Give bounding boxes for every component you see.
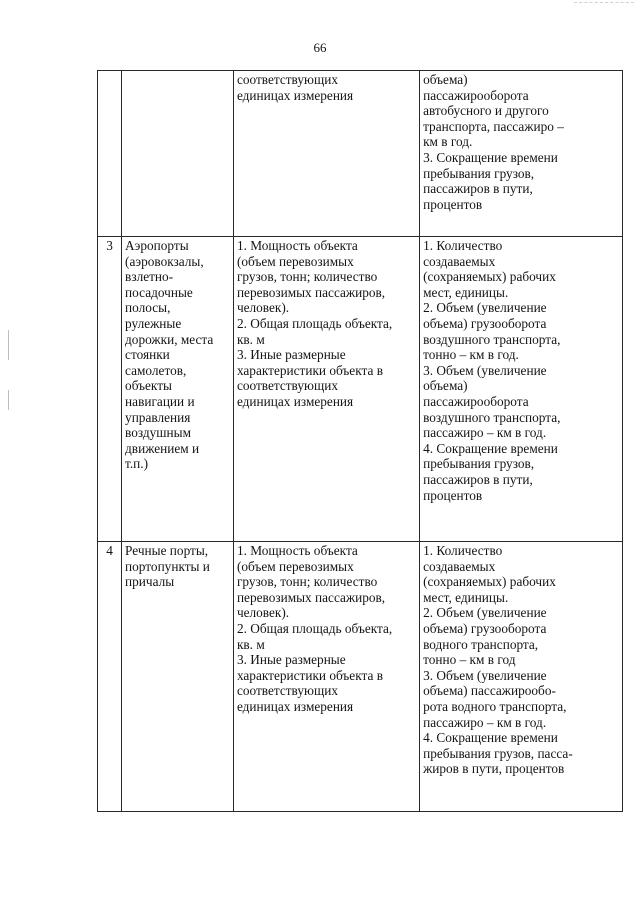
table-row — [98, 71, 623, 237]
indicators-cell — [420, 71, 623, 237]
text-line: 2. Общая площадь объекта, — [236, 315, 393, 331]
row-number-cell — [98, 237, 122, 542]
text-line: пассажиро – км в год. — [423, 425, 547, 441]
text-line: 1. Мощность объекта — [236, 238, 358, 253]
characteristics-cell — [233, 542, 419, 812]
text-line: 2. Объем (увеличение — [423, 605, 547, 621]
text-line: т.п.) — [125, 456, 149, 472]
text-line: 2. Объем (увеличение — [423, 300, 547, 316]
text-line: 1. Мощность объекта — [236, 543, 358, 558]
text-line: пребывания грузов, пасса- — [423, 745, 573, 761]
row-number: 3 — [106, 238, 113, 253]
text-line: портопункты и — [125, 558, 210, 574]
text-line: мест, единицы. — [423, 589, 509, 605]
text-line: процентов — [423, 487, 483, 503]
text-line: управления — [125, 409, 191, 425]
text-line: (аэровокзалы, — [125, 253, 204, 269]
document-table — [97, 70, 623, 812]
text-line: полосы, — [125, 300, 171, 316]
text-line: соответствующих — [236, 683, 338, 699]
text-line: тонно – км в год — [423, 652, 516, 668]
text-line: соответствующих — [236, 378, 338, 394]
page-number: 66 — [313, 40, 327, 55]
text-line: соответствующих — [236, 72, 338, 87]
text-line: Аэропорты — [125, 238, 189, 253]
object-cell — [122, 542, 234, 812]
text-line: кв. м — [236, 331, 265, 347]
text-line: человек). — [236, 605, 290, 621]
text-line: 4. Сокращение времени — [423, 730, 558, 746]
text-line: навигации и — [125, 393, 195, 409]
text-line: пассажиров в пути, — [423, 471, 533, 487]
text-line: единицах измерения — [236, 393, 354, 409]
text-line: единицах измерения — [236, 87, 354, 103]
text-line: (объем перевозимых — [236, 558, 354, 574]
text-line: процентов — [423, 196, 483, 212]
text-line: перевозимых пассажиров, — [236, 284, 386, 300]
text-line: жиров в пути, процентов — [423, 761, 565, 777]
text-line: 3. Сокращение времени — [423, 149, 558, 165]
text-line: объема) — [423, 72, 468, 87]
text-line: 4. Сокращение времени — [423, 440, 558, 456]
table-row — [98, 542, 623, 812]
text-line: кв. м — [236, 636, 265, 652]
text-line: 1. Количество — [423, 238, 503, 253]
scan-margin-mark — [8, 390, 9, 410]
table-row — [98, 237, 623, 542]
row-number: 4 — [106, 543, 113, 558]
text-line: тонно – км в год. — [423, 347, 519, 363]
text-line: (объем перевозимых — [236, 253, 354, 269]
text-line: характеристики объекта в — [236, 667, 383, 683]
text-line: характеристики объекта в — [236, 362, 383, 378]
indicators-cell — [420, 542, 623, 812]
text-line: воздушного транспорта, — [423, 331, 561, 347]
text-line: объекты — [125, 378, 172, 394]
text-line: пассажиров в пути, — [423, 181, 533, 197]
scan-margin-mark — [8, 330, 9, 360]
text-line: 3. Объем (увеличение — [423, 362, 547, 378]
text-line: воздушного транспорта, — [423, 409, 561, 425]
text-line: мест, единицы. — [423, 284, 509, 300]
text-line: (сохраняемых) рабочих — [423, 574, 556, 590]
text-line: пассажиро – км в год. — [423, 714, 547, 730]
text-line: объема) — [423, 378, 468, 394]
text-line: 3. Объем (увеличение — [423, 667, 547, 683]
text-line: дорожки, места — [125, 331, 214, 347]
text-line: причалы — [125, 574, 175, 590]
text-line: перевозимых пассажиров, — [236, 589, 386, 605]
text-line: грузов, тонн; количество — [236, 269, 378, 285]
text-line: взлетно- — [125, 269, 174, 285]
text-line: 2. Общая площадь объекта, — [236, 620, 393, 636]
row-number-cell — [98, 71, 122, 237]
text-line: Речные порты, — [125, 543, 209, 558]
object-cell — [122, 237, 234, 542]
text-line: пребывания грузов, — [423, 165, 535, 181]
text-line: пассажирооборота — [423, 393, 529, 409]
object-cell — [122, 71, 234, 237]
text-line: стоянки — [125, 347, 170, 363]
text-line: рулежные — [125, 315, 182, 331]
text-line: 1. Количество — [423, 543, 503, 558]
scan-artifact — [574, 2, 634, 4]
text-line: объема) пассажирообо- — [423, 683, 556, 699]
text-line: 3. Иные размерные — [236, 347, 346, 363]
text-line: объема) грузооборота — [423, 620, 547, 636]
text-line: самолетов, — [125, 362, 187, 378]
text-line: рота водного транспорта, — [423, 698, 567, 714]
row-number-cell — [98, 542, 122, 812]
text-line: посадочные — [125, 284, 193, 300]
text-line: движением и — [125, 440, 200, 456]
text-line: создаваемых — [423, 253, 496, 269]
text-line: автобусного и другого — [423, 103, 549, 119]
indicators-cell — [420, 237, 623, 542]
text-line: создаваемых — [423, 558, 496, 574]
text-line: (сохраняемых) рабочих — [423, 269, 556, 285]
characteristics-cell — [233, 71, 419, 237]
text-line: воздушным — [125, 425, 192, 441]
text-line: пассажирооборота — [423, 87, 529, 103]
text-line: пребывания грузов, — [423, 456, 535, 472]
text-line: водного транспорта, — [423, 636, 539, 652]
characteristics-cell — [233, 237, 419, 542]
text-line: км в год. — [423, 134, 473, 150]
text-line: человек). — [236, 300, 290, 316]
text-line: объема) грузооборота — [423, 315, 547, 331]
text-line: единицах измерения — [236, 698, 354, 714]
text-line: грузов, тонн; количество — [236, 574, 378, 590]
text-line: 3. Иные размерные — [236, 652, 346, 668]
text-line: транспорта, пассажиро – — [423, 118, 564, 134]
